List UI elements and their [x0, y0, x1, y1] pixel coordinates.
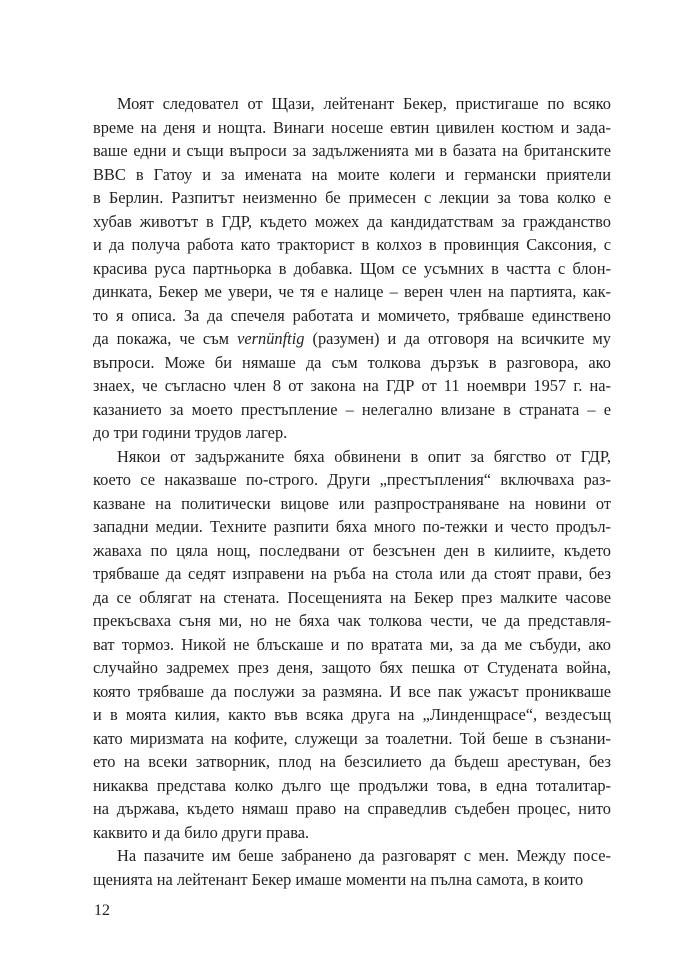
text-line: в Берлин. Разпитът неизменно бе примесен с лекции за това колко е	[93, 188, 611, 207]
text-line: казанието за моето престъпление – нелегално влизане в страната – е	[93, 399, 611, 419]
text-line: знаех, че съгласно член 8 от закона на ГДР от 11 ноември 1957 г. на-	[93, 376, 611, 395]
page-number: 12	[94, 902, 110, 919]
text-line: жаваха по цяла нощ, последвани от безсънен ден в килиите, където	[93, 540, 611, 560]
text-line: което се наказваше по-строго. Други „престъпления“ включваха раз-	[93, 470, 611, 489]
text-line: западни медии. Техните разпити бяха много по-тежки и често продъл-	[93, 517, 611, 536]
text-line: Някои от задържаните бяха обвинени в опит за бягство от ГДР,	[117, 446, 611, 466]
text-line: динката, Бекер ме увери, че тя е налице – верен член на партията, как-	[93, 282, 611, 301]
text-line: и в моята килия, както във всяка друга на „Линденщрасе“, вездесъщ	[93, 705, 611, 724]
text-line: ето на всеки затворник, плод на безсилието да бъдеш арестуван, без	[93, 752, 611, 771]
text-line: щенията на лейтенант Бекер имаше моменти на пълна самота, в които	[93, 869, 584, 889]
text-line: Моят следовател от Щази, лейтенант Бекер, пристигаше по всяко	[117, 94, 611, 113]
text-line: каквито и да било други права.	[93, 822, 310, 842]
text-line: да се облягат на стената. Посещенията на Бекер през малките часове	[93, 587, 611, 607]
text-line: то я описа. За да спечеля работата и момичето, трябваше единствено	[93, 305, 611, 325]
text-line: въпроси. Може би нямаше да съм толкова дързък в разговора, ако	[93, 352, 611, 372]
text-line: ВВС в Гатоу и за имената на моите колеги и германски приятели	[93, 164, 611, 184]
text-line: казване на политически вицове или разпространяване на новини от	[93, 493, 611, 513]
paragraph	[93, 92, 611, 445]
text-line: като миризмата на кофите, служещи за тоалетни. Той беше в съзнани-	[93, 728, 611, 748]
paragraph	[93, 844, 611, 891]
text-line: ват тормоз. Никой не блъскаше и по вратата ми, за да ме събуди, ако	[93, 634, 611, 654]
text-line: хубав животът в ГДР, където можех да кандидатствам за гражданство	[93, 211, 611, 231]
body-text	[93, 92, 611, 891]
text-line: На пазачите им беше забранено да разговарят с мен. Между посе-	[117, 846, 611, 865]
text-line: време на деня и нощта. Винаги носеше евтин цивилен костюм и зада-	[93, 117, 611, 137]
text-line: случайно задремех през деня, защото бях пешка от Студената война,	[93, 658, 611, 677]
text-line: на държава, където нямаш право на справедлив съдебен процес, нито	[93, 799, 611, 818]
text-line: красива руса партньорка в добавка. Щом се усъмних в частта с блон-	[93, 258, 611, 278]
text-line: прекъсваха съня ми, но не бяха чак толкова чести, че да представля-	[93, 611, 611, 630]
text-line: която трябваше да послужи за размяна. И все пак ужасът проникваше	[93, 681, 611, 701]
text-line: трябваше да седят изправени на ръба на стола или да стоят прави, без	[93, 564, 611, 583]
paragraph	[93, 445, 611, 845]
text-line: до три години трудов лагер.	[93, 423, 288, 442]
text-line: да покажа, че съм vernünftig (разумен) и да отговоря на всичките му	[93, 329, 611, 348]
text-line: ваше едни и същи въпроси за задълженията ми в базата на британските	[93, 141, 611, 160]
text-line: никаква представа колко дълго ще продължи това, в една тоталитар-	[93, 775, 611, 795]
text-line: и да получа работа като тракторист в колхоз в провинция Саксония, с	[93, 235, 611, 254]
